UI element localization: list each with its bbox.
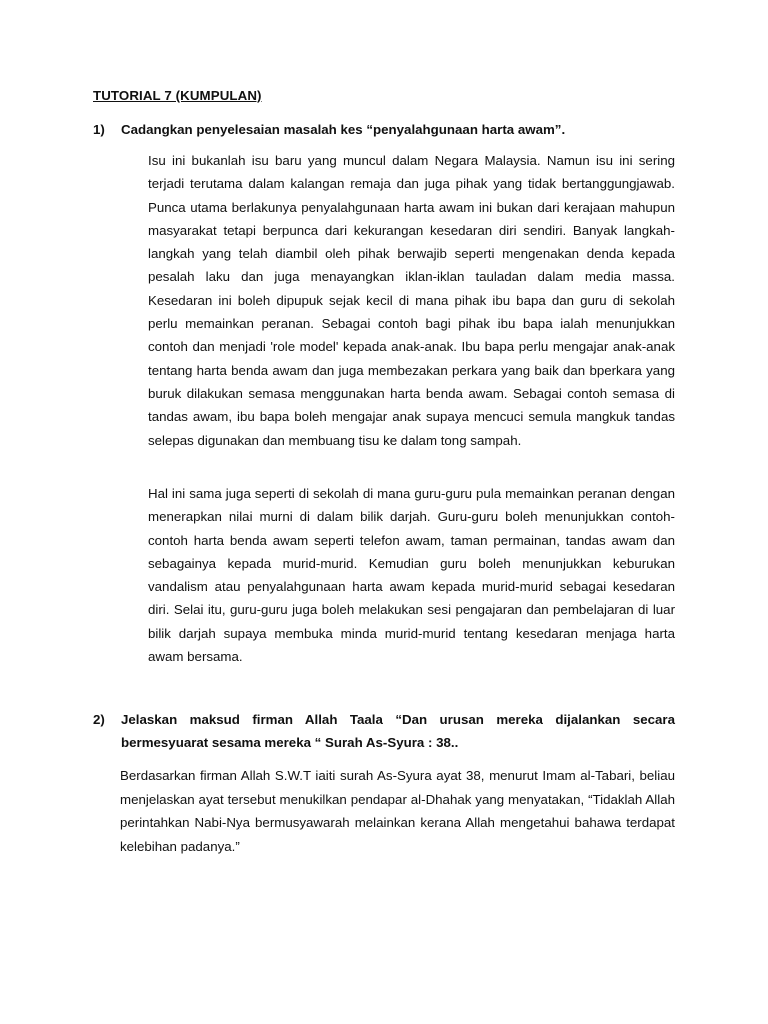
question-2: [93, 708, 675, 754]
answer-1-paragraph-1: Isu ini bukanlah isu baru yang muncul dalam Negara Malaysia. Namun isu ini sering terjadi terutama dalam kalangan remaja dan juga pihak yang tidak bertanggungjawab. Punca utama berlakunya penyalahgunaan harta awam ini bukan dari kerajaan mahupun masyarakat tetapi berpunca dari kekurangan kesedaran diri sendiri. Banyak langkah-langkah yang telah diambil oleh pihak berwajib seperti mengenakan denda kepada pesalah laku dan juga menayangkan iklan-iklan tauladan dalam media massa. Kesedaran ini boleh dipupuk sejak kecil di mana pihak ibu bapa dan guru di sekolah perlu memainkan peranan. Sebagai contoh bagi pihak ibu bapa ialah menunjukkan contoh dan menjadi 'role model' kepada anak-anak. Ibu bapa perlu mengajar anak-anak tentang harta benda awam dan juga membezakan perkara yang baik dan bperkara yang buruk dilakukan semasa menggunakan harta benda awam. Sebagai contoh semasa di tandas awam, ibu bapa boleh mengajar anak supaya mencuci semula mangkuk tandas selepas digunakan dan membuang tisu ke dalam tong sampah.: [148, 153, 675, 448]
document-title: TUTORIAL 7 (KUMPULAN): [93, 88, 262, 103]
question-1: [93, 118, 675, 141]
question-2-text: Jelaskan maksud firman Allah Taala “Dan urusan mereka dijalankan secara bermesyuarat sesama mereka “ Surah As-Syura : 38..: [121, 712, 675, 750]
question-1-text: Cadangkan penyelesaian masalah kes “penyalahgunaan harta awam”.: [121, 122, 566, 137]
question-1-number: 1): [93, 122, 105, 137]
answer-1-paragraph-2: Hal ini sama juga seperti di sekolah di mana guru-guru pula memainkan peranan dengan menerapkan nilai murni di dalam bilik darjah. Guru-guru boleh menunjukkan contoh-contoh harta benda awam seperti telefon awam, taman permainan, tandas awam dan sebagainya kepada murid-murid. Kemudian guru boleh menunjukkan keburukan vandalism atau penyalahgunaan harta awam kepada murid-murid sebagai kesedaran diri. Selai itu, guru-guru juga boleh melakukan sesi pengajaran dan pembelajaran di luar bilik darjah supaya membuka minda murid-murid tentang kesedaran menjaga harta awam bersama.: [148, 486, 675, 665]
question-2-number: 2): [93, 712, 105, 727]
answer-2-paragraph-1: Berdasarkan firman Allah S.W.T iaiti surah As-Syura ayat 38, menurut Imam al-Tabari, beliau menjelaskan ayat tersebut menukilkan pendapar al-Dhahak yang menyatakan, “Tidaklah Allah perintahkan Nabi-Nya bermusyawarah melainkan kerana Allah mengetahui bahawa terdapat kelebihan padanya.”: [120, 768, 675, 854]
